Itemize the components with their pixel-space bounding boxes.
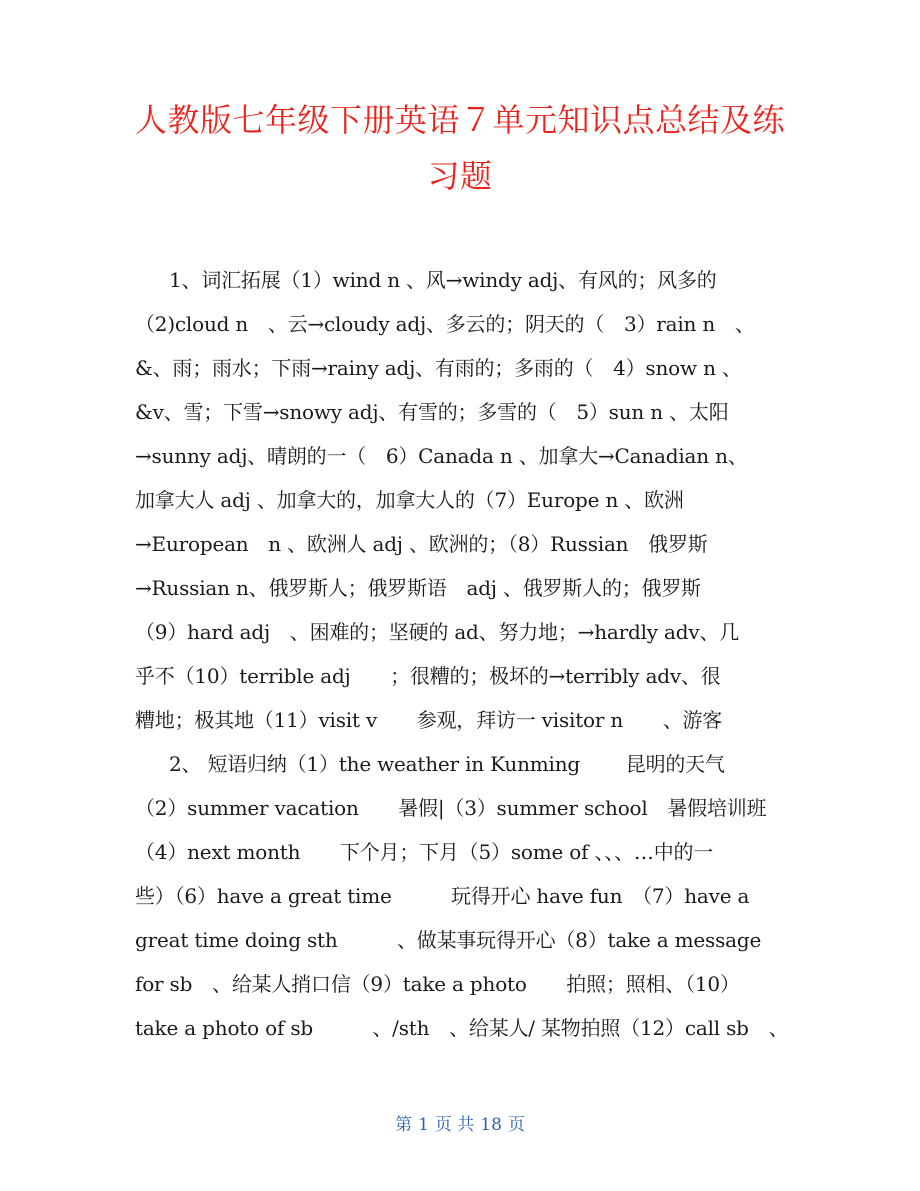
body-line: 1、词汇拓展（1）wind n 、风→windy adj、有风的；风多的 [169, 268, 717, 292]
footer-suffix: 页 [507, 1115, 525, 1135]
body-line: &v、雪；下雪→snowy adj、有雪的；多雪的（ 5）sun n 、太阳 [135, 400, 729, 424]
body-line: take a photo of sb 、/sth 、给某人/ 某物拍照（12）call sb 、 [135, 1016, 789, 1040]
body-line: 糟地；极其地（11）visit v 参观，拜访一 visitor n 、游客 [135, 708, 723, 732]
title-line-1: 人教版七年级下册英语７单元知识点总结及练 [134, 101, 785, 139]
body-line: （9）hard adj 、困难的；坚硬的 ad、努力地；→hardly adv、几 [135, 620, 740, 644]
current-page-number: 1 [418, 1115, 429, 1135]
body-line: （2）summer vacation 暑假|（3）summer school 暑假培训班 [135, 796, 767, 820]
body-line: 乎不（10）terrible adj ；很糟的；极坏的→terribly adv、很 [135, 664, 721, 688]
body-line: （2)cloud n 、云→cloudy adj、多云的；阴天的（ 3）rain n 、 [135, 312, 755, 336]
footer-middle: 页 共 [434, 1115, 475, 1135]
total-pages-number: 18 [480, 1115, 502, 1135]
body-line: great time doing sth 、做某事玩得开心（8）take a message [135, 928, 762, 952]
title-line-2: 习题 [427, 157, 493, 195]
body-line: 2、 短语归纳（1）the weather in Kunming 昆明的天气 [169, 752, 725, 776]
page-footer [0, 1110, 920, 1135]
body-line: 些）（6）have a great time 玩得开心 have fun （7）have a [135, 884, 750, 908]
body-line: （4）next month 下个月；下月（5）some of 、、、…中的一 [135, 840, 714, 864]
body-line: →Russian n、俄罗斯人；俄罗斯语 adj 、俄罗斯人的；俄罗斯 [135, 576, 701, 600]
body-line: 加拿大人 adj 、加拿大的，加拿大人的（7）Europe n 、欧洲 [135, 488, 684, 512]
body-line: for sb 、给某人捎口信（9）take a photo 拍照；照相、（10） [135, 972, 740, 996]
body-line: &、雨；雨水；下雨→rainy adj、有雨的；多雨的（ 4）snow n 、 [135, 356, 742, 380]
document-body [135, 258, 789, 1050]
body-line: →European n 、欧洲人 adj 、欧洲的；（8）Russian 俄罗斯 [135, 532, 708, 556]
document-title [130, 92, 790, 204]
footer-prefix: 第 [395, 1115, 413, 1135]
body-line: →sunny adj、晴朗的一（ 6）Canada n 、加拿大→Canadian n、 [135, 444, 748, 468]
